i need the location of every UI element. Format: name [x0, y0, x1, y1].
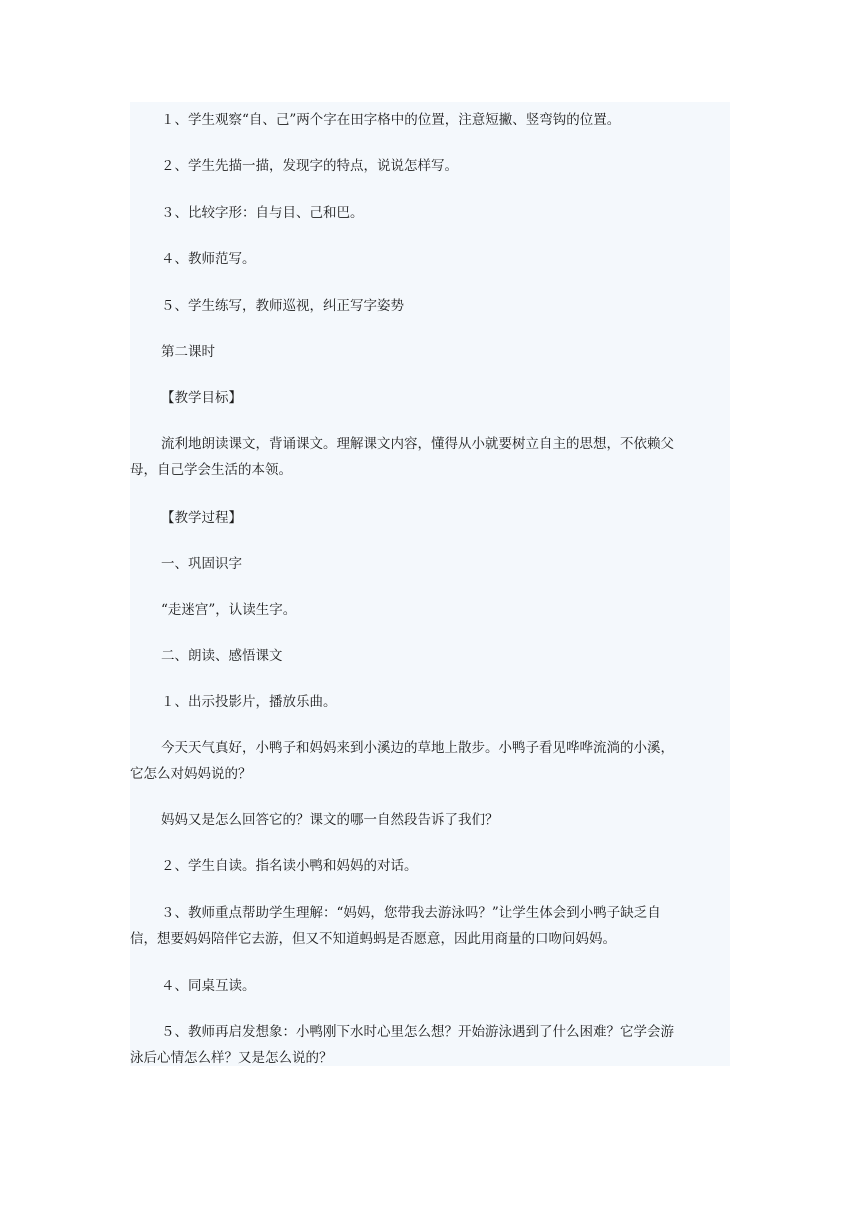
process-part-2: 二、朗读、感悟课文	[161, 648, 283, 664]
process-step-5-line-2: 泳后心情怎么样？又是怎么说的？	[130, 1050, 333, 1066]
process-part-1: 一、巩固识字	[161, 556, 242, 572]
process-step-1: １、出示投影片，播放乐曲。	[161, 694, 337, 710]
story-text-line-2: 它怎么对妈妈说的？	[130, 766, 252, 782]
story-question: 妈妈又是怎么回答它的？课文的哪一自然段告诉了我们？	[161, 812, 499, 828]
goals-text-line-1: 流利地朗读课文，背诵课文。理解课文内容，懂得从小就要树立自主的思想，不依赖父	[161, 436, 674, 452]
section-heading-goals: 【教学目标】	[161, 390, 242, 406]
process-step-3-line-1: ３、教师重点帮助学生理解：“妈妈，您带我去游泳吗？”让学生体会到小鸭子缺乏自	[161, 905, 661, 921]
story-text-line-1: 今天天气真好，小鸭子和妈妈来到小溪边的草地上散步。小鸭子看见哗哗流淌的小溪，	[161, 740, 674, 756]
lesson-heading: 第二课时	[161, 344, 215, 360]
paragraph-step-4: ４、教师范写。	[161, 251, 256, 267]
process-step-4: ４、同桌互读。	[161, 978, 256, 994]
process-maze: “走迷宫”，认读生字。	[161, 602, 297, 618]
section-heading-process: 【教学过程】	[161, 510, 242, 526]
paragraph-step-1: １、学生观察“自、己”两个字在田字格中的位置，注意短撇、竖弯钩的位置。	[161, 112, 621, 128]
paragraph-step-3: ３、比较字形：自与目、己和巴。	[161, 205, 364, 221]
document-page	[130, 102, 730, 1066]
process-step-2: ２、学生自读。指名读小鸭和妈妈的对话。	[161, 858, 418, 874]
goals-text-line-2: 母，自己学会生活的本领。	[130, 462, 292, 478]
paragraph-step-2: ２、学生先描一描，发现字的特点，说说怎样写。	[161, 158, 458, 174]
process-step-3-line-2: 信，想要妈妈陪伴它去游，但又不知道蚂蚂是否愿意，因此用商量的口吻问妈妈。	[130, 931, 616, 947]
paragraph-step-5: ５、学生练写，教师巡视，纠正写字姿势	[161, 298, 404, 314]
process-step-5-line-1: ５、教师再启发想象：小鸭刚下水时心里怎么想？开始游泳遇到了什么困难？它学会游	[161, 1024, 674, 1040]
